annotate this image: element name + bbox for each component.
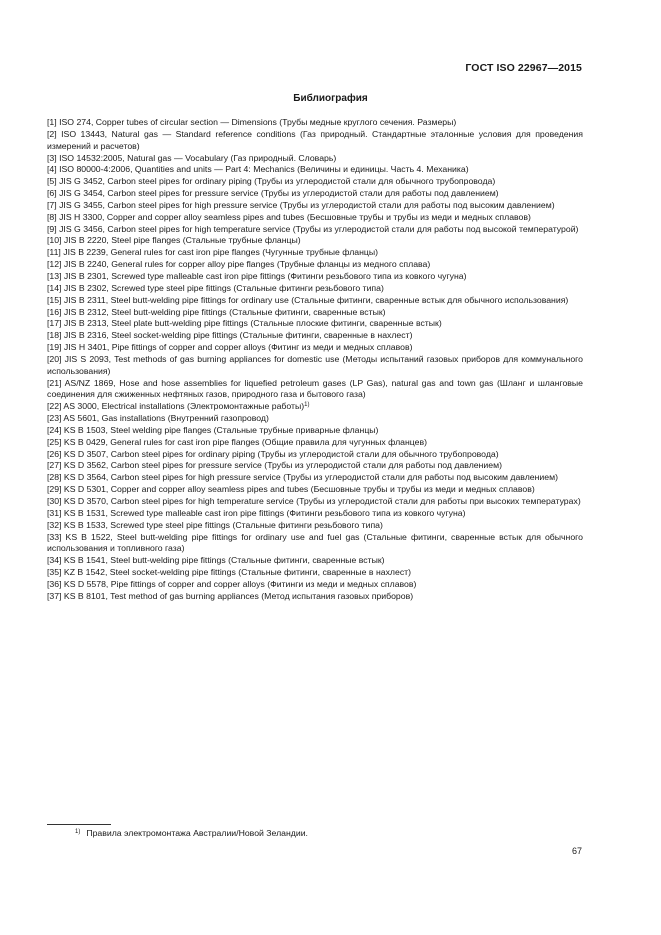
reference-text: [13] JIS B 2301, Screwed type malleable cast iron pipe fittings (Фитинги резьбового типа из ковкого чугуна) <box>47 270 467 281</box>
reference-item <box>47 188 583 200</box>
reference-item <box>47 401 583 413</box>
reference-text: [18] JIS B 2316, Steel socket-welding pipe fittings (Стальные фитинги, сваренные в нахлест) <box>47 330 413 341</box>
reference-text: [24] KS B 1503, Steel welding pipe flanges (Стальные трубные приварные фланцы) <box>47 424 379 435</box>
reference-item <box>47 200 583 212</box>
reference-text: [33] KS B 1522, Steel butt-welding pipe fittings for ordinary use and fuel gas (Стальные фитинги, сваренные встык для обычного использования и топливного газа) <box>47 531 583 554</box>
footnote <box>75 828 308 838</box>
reference-item <box>47 212 583 224</box>
reference-item <box>47 508 583 520</box>
reference-text: [14] JIS B 2302, Screwed type steel pipe fittings (Стальные фитинги резьбового типа) <box>47 282 384 293</box>
reference-item <box>47 449 583 461</box>
reference-item <box>47 318 583 330</box>
reference-item <box>47 176 583 188</box>
reference-item <box>47 283 583 295</box>
reference-text: [16] JIS B 2312, Steel butt-welding pipe fittings (Стальные фитинги, сваренные встык) <box>47 306 386 317</box>
reference-item <box>47 378 583 402</box>
reference-text: [26] KS D 3507, Carbon steel pipes for ordinary piping (Трубы из углеродистой стали для обычного трубопровода) <box>47 448 499 459</box>
reference-item <box>47 413 583 425</box>
reference-text: [1] ISO 274, Copper tubes of circular section — Dimensions (Трубы медные круглого сечения. Размеры) <box>47 117 457 127</box>
reference-item <box>47 591 583 603</box>
reference-item <box>47 425 583 437</box>
reference-text: [17] JIS B 2313, Steel plate butt-welding pipe fittings (Стальные плоские фитинги, сваренные встык) <box>47 318 442 329</box>
reference-text: [35] KZ B 1542, Steel socket-welding pipe fittings (Стальные фитинги, сваренные в нахлест) <box>47 567 412 578</box>
reference-text: [15] JIS B 2311, Steel butt-welding pipe fittings for ordinary use (Стальные фитинги, сваренные встык для обычного использования) <box>47 294 569 305</box>
reference-text: [34] KS B 1541, Steel butt-welding pipe fittings (Стальные фитинги, сваренные встык) <box>47 555 385 566</box>
footnote-divider <box>47 824 111 825</box>
reference-text: [11] JIS B 2239, General rules for cast iron pipe flanges (Чугунные трубные фланцы) <box>47 247 379 258</box>
reference-item <box>47 555 583 567</box>
reference-item <box>47 153 583 165</box>
document-header: ГОСТ ISO 22967—2015 <box>465 62 582 74</box>
reference-text: [29] KS D 5301, Copper and copper alloy seamless pipes and tubes (Бесшовные трубы и трубы из меди и медных сплавов) <box>47 484 535 495</box>
footnote-text: Правила электромонтажа Австралии/Новой Зеландии. <box>86 828 308 838</box>
reference-text: [27] KS D 3562, Carbon steel pipes for pressure service (Трубы из углеродистой стали для работы под давлением) <box>47 460 502 471</box>
footnote-marker: 1) <box>75 829 81 835</box>
reference-text: [21] AS/NZ 1869, Hose and hose assemblies for liquefied petroleum gases (LP Gas), natural gas and town gas (Шланг и шланговые соединения для сжиженных нефтяных газов, природного газа и бытового газа) <box>47 377 583 400</box>
reference-text: [32] KS B 1533, Screwed type steel pipe fittings (Стальные фитинги резьбового типа) <box>47 519 383 530</box>
reference-item <box>47 224 583 236</box>
reference-item <box>47 532 583 556</box>
reference-list <box>47 117 583 603</box>
reference-text: [3] ISO 14532:2005, Natural gas — Vocabulary (Газ природный. Словарь) <box>47 152 337 163</box>
reference-item <box>47 307 583 319</box>
reference-text: [23] AS 5601, Gas installations (Внутренний газопровод) <box>47 413 269 424</box>
reference-item <box>47 354 583 378</box>
reference-text: [20] JIS S 2093, Test methods of gas burning appliances for domestic use (Методы испытаний газовых приборов для коммунального использования) <box>47 353 583 376</box>
reference-text: [28] KS D 3564, Carbon steel pipes for high pressure service (Трубы из углеродистой стали для работы под высоким давлением) <box>47 472 558 483</box>
reference-item <box>47 484 583 496</box>
reference-text: [36] KS D 5578, Pipe fittings of copper and copper alloys (Фитинги из меди и медных сплавов) <box>47 578 417 589</box>
reference-item <box>47 472 583 484</box>
reference-text: [10] JIS B 2220, Steel pipe flanges (Стальные трубные фланцы) <box>47 235 301 246</box>
reference-item <box>47 579 583 591</box>
reference-text: [30] KS D 3570, Carbon steel pipes for high temperature service (Трубы из углеродистой стали для работы при высоких температурах) <box>47 496 581 506</box>
bibliography-title: Библиография <box>293 93 368 104</box>
reference-item <box>47 567 583 579</box>
reference-item <box>47 496 583 508</box>
reference-item <box>47 247 583 259</box>
reference-text: [4] ISO 80000-4:2006, Quantities and units — Part 4: Mechanics (Величины и единицы. Часть 4. Механика) <box>47 164 469 175</box>
reference-item <box>47 295 583 307</box>
footnote-ref-marker: 1) <box>304 402 310 409</box>
reference-item <box>47 164 583 176</box>
reference-item <box>47 129 583 153</box>
reference-text: [2] ISO 13443, Natural gas — Standard reference conditions (Газ природный. Стандартные эталонные условия для проведения измерений и расчетов) <box>47 128 583 151</box>
page-number: 67 <box>571 846 582 856</box>
reference-item <box>47 235 583 247</box>
reference-text: [6] JIS G 3454, Carbon steel pipes for pressure service (Трубы из углеродистой стали для работы под давлением) <box>47 188 499 199</box>
reference-text: [9] JIS G 3456, Carbon steel pipes for high temperature service (Трубы из углеродистой стали для работы под высокой температурой) <box>47 223 579 234</box>
reference-item <box>47 460 583 472</box>
reference-item <box>47 437 583 449</box>
reference-text: [12] JIS B 2240, General rules for copper alloy pipe flanges (Трубные фланцы из медного сплава) <box>47 259 431 270</box>
reference-item <box>47 330 583 342</box>
reference-text: [37] KS B 8101, Test method of gas burning appliances (Метод испытания газовых приборов) <box>47 590 414 601</box>
reference-text: [8] JIS H 3300, Copper and copper alloy seamless pipes and tubes (Бесшовные трубы и трубы из меди и медных сплавов) <box>47 211 531 222</box>
reference-text: [7] JIS G 3455, Carbon steel pipes for high pressure service (Трубы из углеродистой стали для работы под высоким давлением) <box>47 199 555 210</box>
reference-text: [31] KS B 1531, Screwed type malleable cast iron pipe fittings (Фитинги резьбового типа из ковкого чугуна) <box>47 507 466 518</box>
reference-item <box>47 259 583 271</box>
reference-item <box>47 342 583 354</box>
reference-text: [25] KS B 0429, General rules for cast iron pipe flanges (Общие правила для чугунных фланцев) <box>47 436 428 447</box>
reference-item <box>47 117 583 129</box>
reference-text: [5] JIS G 3452, Carbon steel pipes for ordinary piping (Трубы из углеродистой стали для обычного трубопровода) <box>47 176 496 187</box>
reference-item <box>47 520 583 532</box>
reference-item <box>47 271 583 283</box>
reference-text: [19] JIS H 3401, Pipe fittings of copper and copper alloys (Фитинг из меди и медных сплавов) <box>47 342 413 353</box>
reference-text: [22] AS 3000, Electrical installations (Электромонтажные работы) <box>47 401 305 412</box>
